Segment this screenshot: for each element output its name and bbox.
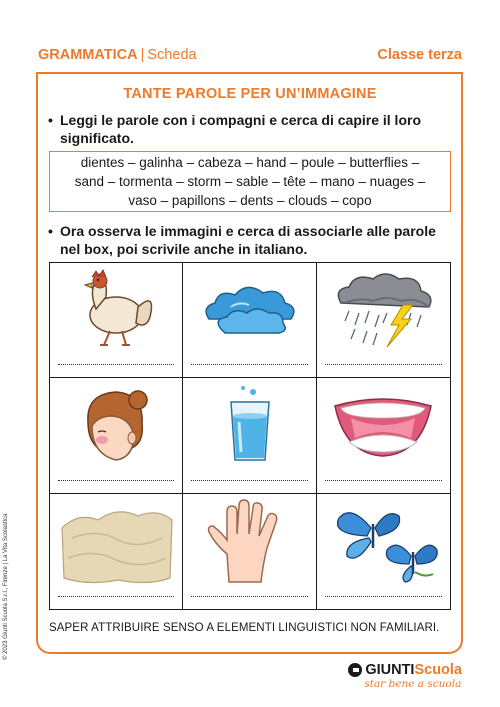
answer-line[interactable] [58, 364, 174, 365]
copyright-note: © 2023 Giunti Scuola S.r.l., Firenze | La Vita Scolastica [3, 513, 9, 660]
grade-label: Classe terza [377, 47, 462, 63]
answer-line[interactable] [191, 480, 307, 481]
storm-icon [325, 267, 442, 355]
answer-line[interactable] [58, 596, 174, 597]
teeth-icon [325, 382, 442, 470]
section-label: Scheda [147, 47, 197, 63]
word-box [49, 151, 451, 212]
image-cell [317, 263, 450, 378]
bullet-marker: • [48, 112, 53, 128]
logo-brand-1: GIUNTI [365, 662, 415, 678]
image-cell [50, 263, 183, 378]
instruction-1-text: Leggi le parole con i compagni e cerca di capire il loro significato. [60, 112, 421, 146]
image-grid [49, 262, 451, 610]
logo-brand-2: Scuola [414, 662, 462, 678]
word-box-line: sand – tormenta – storm – sable – tête – mano – nuages – [74, 174, 426, 189]
head-icon [58, 382, 175, 470]
logo-brand [348, 662, 462, 678]
instruction-2-text: Ora osserva le immagini e cerca di associarle alle parole nel box, poi scrivile anche in italiano. [60, 223, 436, 257]
page-header [38, 44, 462, 66]
answer-line[interactable] [58, 480, 174, 481]
instruction-2 [48, 222, 453, 258]
glass-icon [191, 382, 308, 470]
clouds-icon [191, 267, 308, 355]
subject-label: GRAMMATICA [38, 47, 138, 63]
header-left [38, 47, 197, 63]
answer-line[interactable] [191, 364, 307, 365]
worksheet-title: TANTE PAROLE PER UN’IMMAGINE [123, 86, 377, 102]
image-cell [183, 263, 316, 378]
answer-line[interactable] [325, 596, 442, 597]
image-cell [183, 378, 316, 493]
learning-objective: SAPER ATTRIBUIRE SENSO A ELEMENTI LINGUISTICI NON FAMILIARI. [49, 622, 440, 634]
hen-icon [58, 267, 175, 355]
answer-line[interactable] [325, 480, 442, 481]
image-cell [317, 494, 450, 609]
image-cell [50, 494, 183, 609]
header-separator: | [140, 47, 145, 63]
logo-g-icon [348, 663, 362, 677]
instruction-1 [48, 111, 453, 147]
image-cell [317, 378, 450, 493]
image-cell [50, 378, 183, 493]
answer-line[interactable] [191, 596, 307, 597]
image-cell [183, 494, 316, 609]
sand-icon [58, 498, 175, 586]
word-box-line: vaso – papillons – dents – clouds – copo [128, 193, 372, 208]
logo-tagline: star bene a scuola [364, 678, 462, 690]
answer-line[interactable] [325, 364, 442, 365]
publisher-logo [348, 662, 462, 690]
hand-icon [191, 498, 308, 586]
word-box-line: dientes – galinha – cabeza – hand – poule – butterflies – [80, 155, 420, 170]
bullet-marker: • [48, 223, 53, 239]
butterflies-icon [325, 498, 442, 586]
